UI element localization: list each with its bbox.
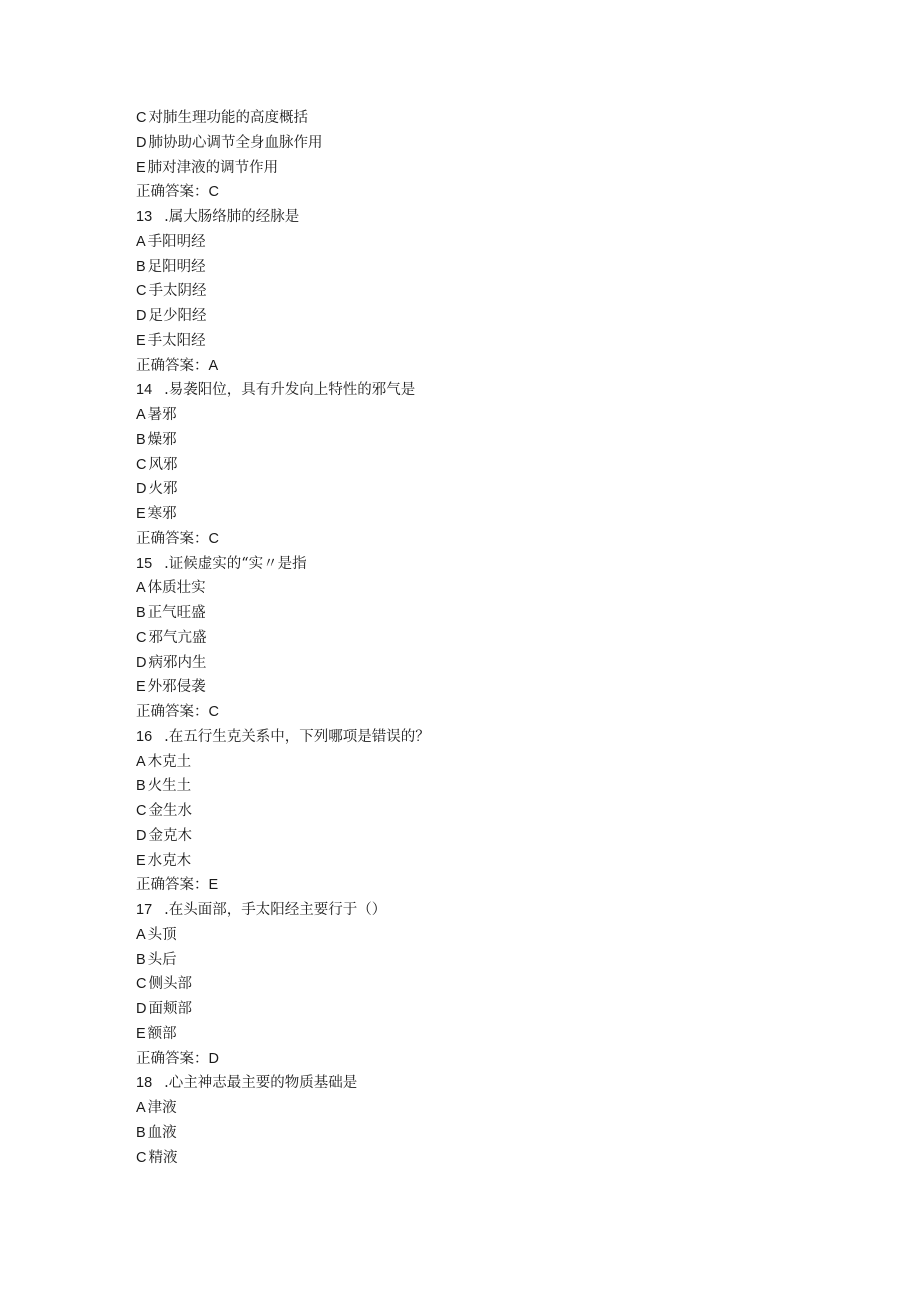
correct-answer: [136, 1047, 836, 1072]
option-text: 足少阳经: [148, 308, 207, 324]
option-letter: C: [136, 1149, 147, 1166]
correct-answer: [136, 527, 836, 552]
answer-option: [136, 156, 836, 181]
answer-option: [136, 601, 836, 626]
answer-option: [136, 750, 836, 775]
answer-option: [136, 997, 836, 1022]
option-text: 病邪内生: [148, 654, 207, 671]
answer-option: [136, 824, 836, 849]
option-letter: B: [136, 778, 146, 795]
option-text: 手阳明经: [147, 233, 206, 250]
question-number: 16: [136, 728, 153, 745]
option-letter: B: [136, 1124, 146, 1141]
option-text: 寒邪: [147, 506, 177, 522]
option-letter: C: [136, 803, 147, 819]
option-letter: E: [136, 332, 146, 349]
option-text: 外邪侵袭: [147, 679, 206, 696]
correct-answer: [136, 354, 836, 379]
question: [136, 898, 836, 923]
correct-answer-label: 正确答案：: [136, 1050, 209, 1067]
correct-answer-value: E: [208, 877, 219, 894]
answer-option: [136, 477, 836, 502]
correct-answer: [136, 873, 836, 898]
question-text: .在五行生克关系中，下列哪项是错误的？: [164, 728, 430, 745]
option-letter: C: [136, 976, 147, 993]
answer-option: [136, 1096, 836, 1121]
correct-answer-label: 正确答案：: [136, 357, 209, 374]
option-text: 体质壮实: [147, 580, 206, 597]
correct-answer-label: 正确答案：: [136, 184, 209, 201]
option-letter: E: [136, 506, 146, 522]
correct-answer-label: 正确答案：: [136, 704, 209, 720]
answer-option: [136, 1022, 836, 1047]
answer-option: [136, 1146, 836, 1171]
option-text: 血液: [147, 1124, 177, 1141]
answer-option: [136, 972, 836, 997]
option-letter: E: [136, 852, 146, 869]
option-text: 肺对津液的调节作用: [147, 159, 279, 176]
correct-answer-label: 正确答案：: [136, 530, 209, 547]
answer-option: [136, 502, 836, 527]
answer-option: [136, 774, 836, 799]
question-text: .证候虚实的“实〃是指: [164, 555, 307, 572]
option-letter: A: [136, 580, 146, 597]
question: [136, 552, 836, 577]
answer-option: [136, 576, 836, 601]
question-number: 18: [136, 1075, 153, 1092]
option-text: 金克木: [148, 827, 192, 844]
correct-answer-value: C: [208, 184, 219, 201]
option-letter: C: [136, 110, 147, 126]
question-number: 17: [136, 902, 153, 918]
option-letter: B: [136, 431, 146, 448]
option-text: 火邪: [148, 481, 178, 498]
question-number: 15: [136, 555, 153, 572]
option-text: 侧头部: [148, 976, 192, 993]
option-text: 金生水: [148, 803, 192, 819]
answer-option: [136, 255, 836, 280]
option-letter: D: [136, 1001, 147, 1017]
answer-option: [136, 923, 836, 948]
question-text: .易袭阳位，具有升发向上特性的邪气是: [164, 382, 416, 399]
option-text: 津液: [147, 1100, 177, 1116]
answer-option: [136, 403, 836, 428]
answer-option: [136, 453, 836, 478]
question-number: 14: [136, 382, 153, 399]
option-letter: A: [136, 407, 146, 423]
option-text: 精液: [148, 1149, 178, 1166]
option-text: 正气旺盛: [147, 605, 206, 621]
question-text: .心主神志最主要的物质基础是: [164, 1075, 358, 1092]
option-letter: E: [136, 1025, 146, 1042]
option-text: 对肺生理功能的高度概括: [148, 110, 308, 126]
question: [136, 725, 836, 750]
correct-answer: [136, 180, 836, 205]
option-letter: D: [136, 654, 147, 671]
option-text: 头后: [147, 951, 177, 968]
answer-option: [136, 279, 836, 304]
correct-answer: [136, 700, 836, 725]
correct-answer-value: A: [208, 357, 219, 374]
correct-answer-label: 正确答案：: [136, 877, 209, 894]
answer-option: [136, 106, 836, 131]
question: [136, 205, 836, 230]
correct-answer-value: C: [208, 530, 219, 547]
question-text: .在头面部，手太阳经主要行于（）: [164, 902, 387, 918]
option-letter: C: [136, 456, 147, 473]
option-text: 手太阳经: [147, 332, 206, 349]
question-text: .属大肠络肺的经脉是: [164, 209, 300, 225]
option-letter: A: [136, 1100, 146, 1116]
answer-option: [136, 675, 836, 700]
option-letter: D: [136, 481, 147, 498]
option-letter: D: [136, 827, 147, 844]
answer-option: [136, 948, 836, 973]
option-letter: D: [136, 134, 147, 151]
option-letter: B: [136, 258, 146, 275]
option-text: 风邪: [148, 456, 178, 473]
option-letter: A: [136, 926, 146, 943]
option-text: 邪气亢盛: [148, 629, 207, 646]
document-page: [136, 106, 836, 1170]
question-number: 13: [136, 209, 153, 225]
answer-option: [136, 651, 836, 676]
option-letter: C: [136, 283, 147, 300]
answer-option: [136, 799, 836, 824]
option-letter: E: [136, 679, 146, 696]
option-letter: A: [136, 233, 146, 250]
option-letter: A: [136, 753, 146, 770]
option-text: 手太阴经: [148, 283, 207, 300]
question: [136, 378, 836, 403]
option-text: 燥邪: [147, 431, 177, 448]
option-letter: B: [136, 605, 146, 621]
answer-option: [136, 1121, 836, 1146]
answer-option: [136, 626, 836, 651]
option-text: 额部: [147, 1025, 177, 1042]
question: [136, 1071, 836, 1096]
option-letter: E: [136, 159, 146, 176]
answer-option: [136, 329, 836, 354]
answer-option: [136, 131, 836, 156]
option-text: 火生土: [147, 778, 192, 795]
option-text: 足阳明经: [147, 258, 206, 275]
option-letter: C: [136, 629, 147, 646]
option-text: 水克木: [147, 852, 192, 869]
option-text: 头顶: [147, 926, 177, 943]
option-text: 暑邪: [147, 407, 177, 423]
option-text: 面颊部: [148, 1001, 192, 1017]
answer-option: [136, 230, 836, 255]
option-text: 肺协助心调节全身血脉作用: [148, 134, 323, 151]
answer-option: [136, 428, 836, 453]
option-letter: B: [136, 951, 146, 968]
correct-answer-value: D: [208, 1050, 219, 1067]
answer-option: [136, 849, 836, 874]
answer-option: [136, 304, 836, 329]
correct-answer-value: C: [208, 704, 219, 720]
option-letter: D: [136, 308, 147, 324]
option-text: 木克土: [147, 753, 192, 770]
